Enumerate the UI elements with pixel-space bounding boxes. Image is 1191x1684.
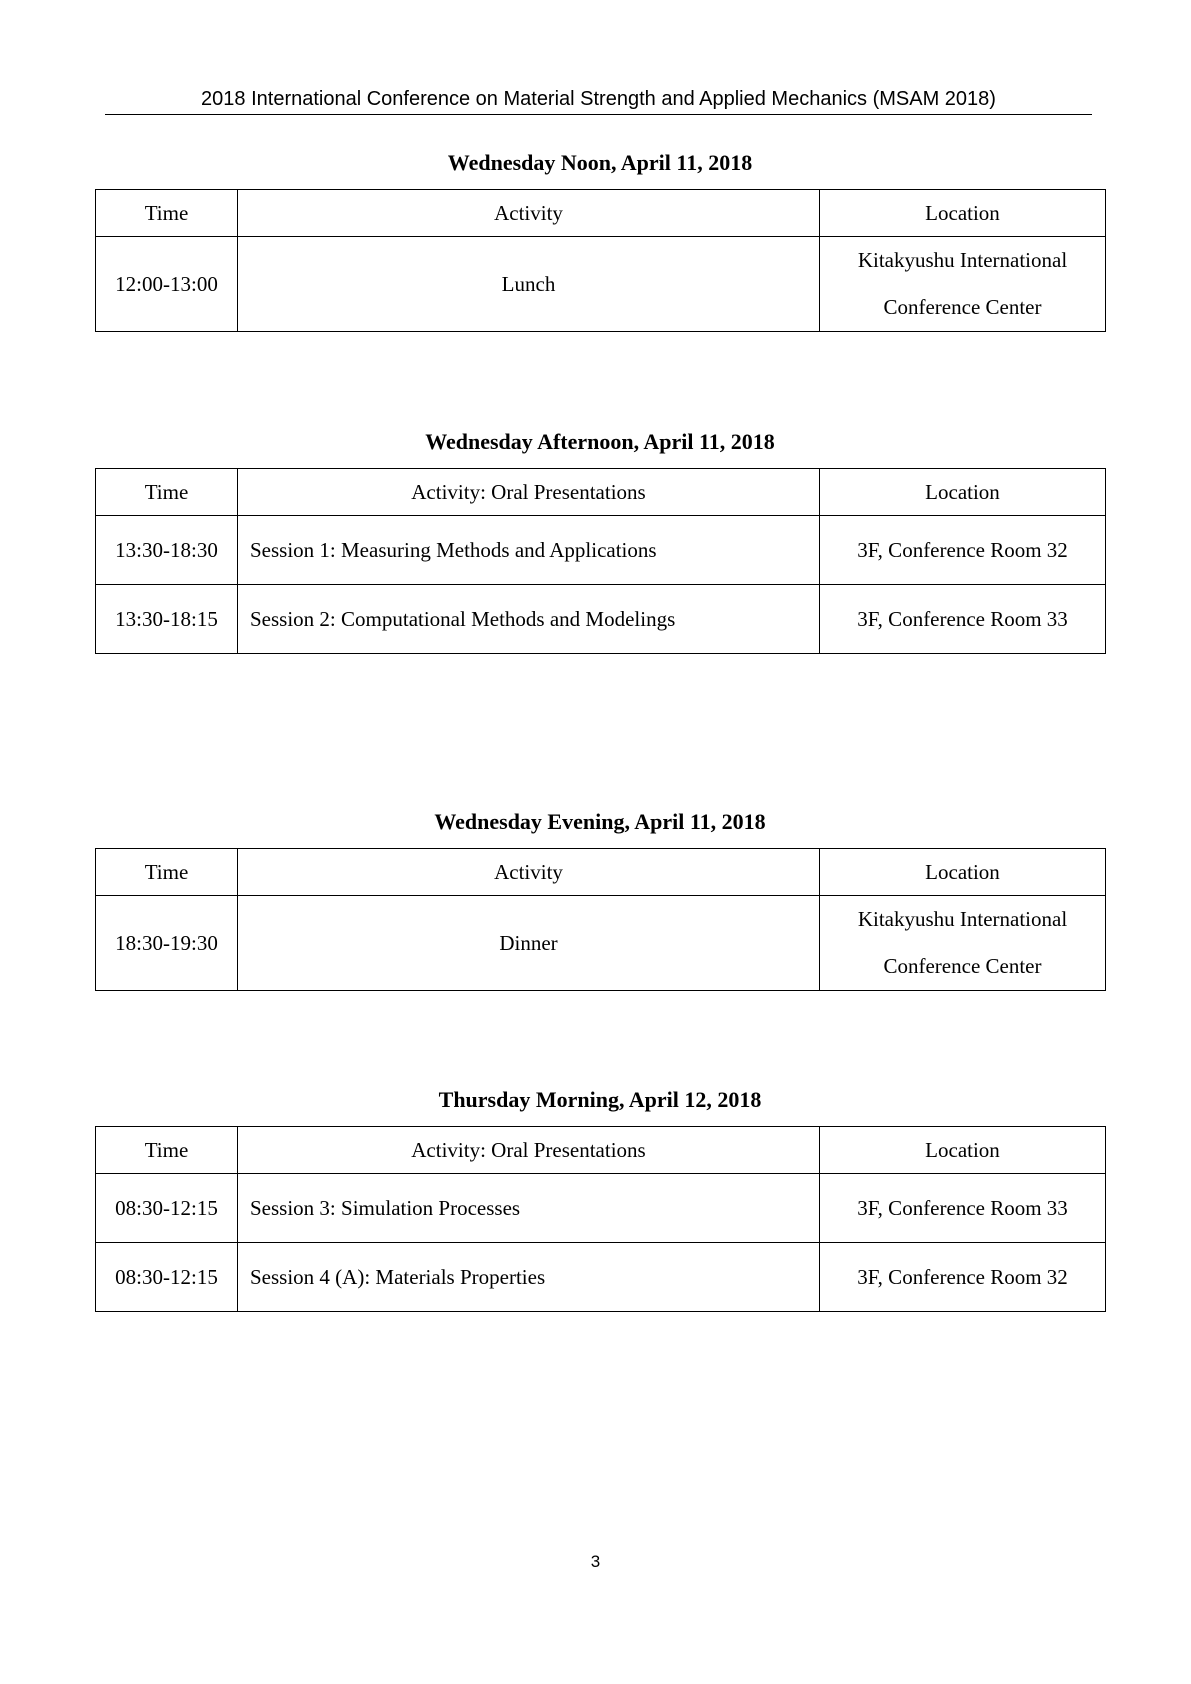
location-line: Kitakyushu International <box>857 248 1068 272</box>
cell-location: 3F, Conference Room 32 <box>820 1243 1106 1312</box>
header-location: Location <box>820 190 1106 237</box>
section-title: Wednesday Evening, April 11, 2018 <box>434 809 766 834</box>
cell-activity: Session 2: Computational Methods and Modelings <box>238 585 820 654</box>
page-header <box>105 84 1092 115</box>
cell-activity: Session 4 (A): Materials Properties <box>238 1243 820 1312</box>
section-title: Wednesday Noon, April 11, 2018 <box>447 150 753 175</box>
cell-location <box>820 896 1106 991</box>
cell-activity: Dinner <box>238 896 820 991</box>
header-location: Location <box>820 1127 1106 1174</box>
table-row <box>96 585 1106 654</box>
header-activity: Activity <box>238 190 820 237</box>
header-activity: Activity: Oral Presentations <box>238 469 820 516</box>
table-header-row <box>96 469 1106 516</box>
header-activity: Activity <box>238 849 820 896</box>
cell-time: 13:30-18:15 <box>96 585 238 654</box>
table-row <box>96 516 1106 585</box>
schedule-table <box>95 848 1106 991</box>
cell-time: 08:30-12:15 <box>96 1174 238 1243</box>
table-row <box>96 237 1106 332</box>
cell-location <box>820 237 1106 332</box>
section-thursday-morning <box>95 1085 1105 1312</box>
table-row <box>96 1243 1106 1312</box>
section-title: Wednesday Afternoon, April 11, 2018 <box>425 429 775 454</box>
schedule-table <box>95 1126 1106 1312</box>
header-location: Location <box>820 469 1106 516</box>
cell-time: 12:00-13:00 <box>96 237 238 332</box>
cell-activity: Lunch <box>238 237 820 332</box>
conference-title: 2018 International Conference on Material Strength and Applied Mechanics (MSAM 2018) <box>201 88 996 110</box>
cell-time: 08:30-12:15 <box>96 1243 238 1312</box>
page-number: 3 <box>590 1552 601 1571</box>
header-time: Time <box>96 1127 238 1174</box>
cell-activity: Session 1: Measuring Methods and Applications <box>238 516 820 585</box>
location-line: Conference Center <box>883 954 1042 978</box>
table-header-row <box>96 1127 1106 1174</box>
schedule-table <box>95 468 1106 654</box>
table-header-row <box>96 190 1106 237</box>
cell-location: 3F, Conference Room 32 <box>820 516 1106 585</box>
cell-time: 13:30-18:30 <box>96 516 238 585</box>
section-wednesday-afternoon <box>95 427 1105 654</box>
location-line: Kitakyushu International <box>857 907 1068 931</box>
cell-location: 3F, Conference Room 33 <box>820 585 1106 654</box>
header-time: Time <box>96 469 238 516</box>
header-activity: Activity: Oral Presentations <box>238 1127 820 1174</box>
schedule-table <box>95 189 1106 332</box>
table-row <box>96 1174 1106 1243</box>
section-wednesday-noon <box>95 148 1105 332</box>
location-line: Conference Center <box>883 295 1042 319</box>
section-wednesday-evening <box>95 807 1105 991</box>
section-title: Thursday Morning, April 12, 2018 <box>438 1087 762 1112</box>
header-time: Time <box>96 190 238 237</box>
cell-time: 18:30-19:30 <box>96 896 238 991</box>
table-row <box>96 896 1106 991</box>
table-header-row <box>96 849 1106 896</box>
header-time: Time <box>96 849 238 896</box>
header-location: Location <box>820 849 1106 896</box>
cell-location: 3F, Conference Room 33 <box>820 1174 1106 1243</box>
cell-activity: Session 3: Simulation Processes <box>238 1174 820 1243</box>
